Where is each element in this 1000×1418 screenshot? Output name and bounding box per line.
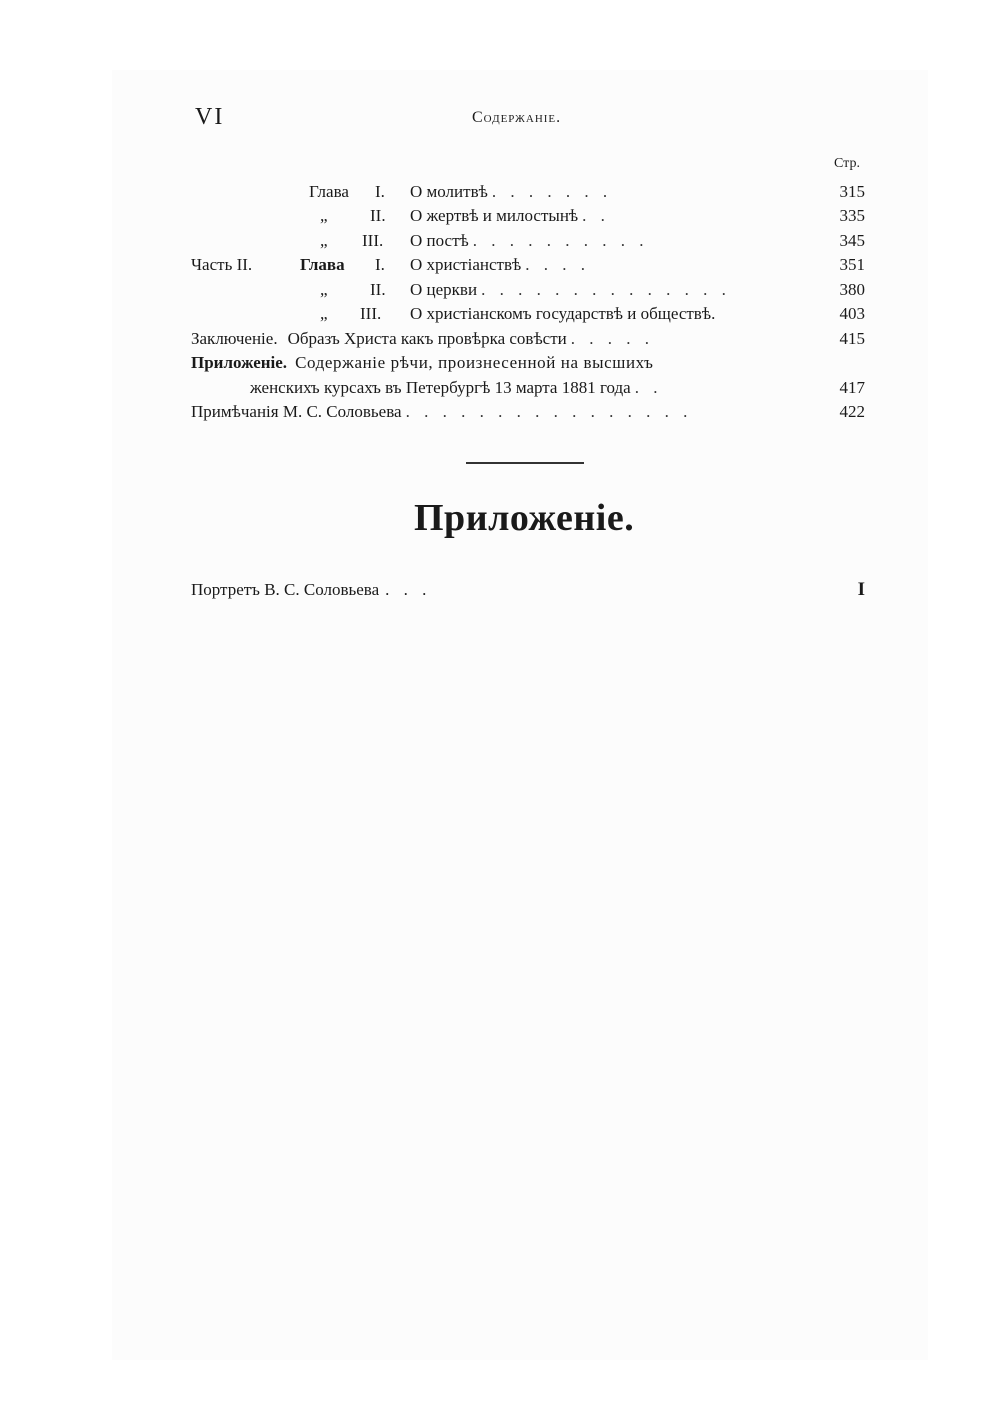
toc-notes-page: 422 [839, 402, 865, 421]
toc-appendix-entry[interactable] [191, 351, 865, 375]
toc-entry-title: О христіанскомъ государствѣ и обществѣ. [410, 304, 716, 323]
toc-entry[interactable] [410, 302, 865, 326]
toc-entry-page: 380 [839, 280, 865, 299]
toc-entry-leader: . . . . . . . . . . . . . . [481, 280, 731, 299]
section-divider [466, 462, 584, 464]
toc-entry[interactable] [410, 204, 865, 228]
toc-notes-entry[interactable] [191, 400, 865, 424]
toc-entry-leader: . . . . . . . . . . [472, 231, 649, 250]
toc-conclusion-page: 415 [839, 329, 865, 348]
toc-chapter-word: „ [320, 280, 328, 299]
toc-chapter-numeral: III. [360, 304, 382, 323]
toc-entry[interactable] [410, 180, 865, 204]
supplement-heading: Приложеніе. [414, 497, 635, 539]
toc-notes-leader: . . . . . . . . . . . . . . . . [405, 402, 693, 421]
toc-entry-title: О постѣ [410, 231, 469, 250]
toc-appendix-line2: женскихъ курсахъ въ Петербургѣ 13 марта 1881 года [250, 378, 631, 397]
toc-notes-title: Примѣчанія М. С. Соловьева [191, 402, 402, 421]
toc-entry-page: 315 [839, 182, 865, 201]
toc-chapter-word: „ [320, 231, 328, 250]
running-title: Содержаніе. [472, 109, 562, 126]
toc-entry-page: 345 [839, 231, 865, 250]
toc-chapter-numeral: II. [370, 206, 386, 225]
toc-entry-page: 335 [839, 206, 865, 225]
toc-conclusion-leader: . . . . . [570, 329, 654, 348]
toc-entry[interactable] [410, 278, 865, 302]
page-column-label: Стр. [834, 156, 860, 171]
toc-entry-title: О жертвѣ и милостынѣ [410, 206, 579, 225]
toc-chapter-numeral: II. [370, 280, 386, 299]
supplement-item-title: Портретъ В. С. Соловьева [191, 580, 380, 599]
toc-entry-leader: . . . . . . . [491, 182, 613, 201]
supplement-item-leader: . . . [385, 580, 432, 599]
toc-part-label: Часть II. [191, 255, 253, 274]
toc-chapter-word: Глава [300, 255, 345, 274]
toc-appendix-line1: Содержаніе рѣчи, произнесенной на высшихъ [295, 353, 654, 372]
toc-entry-title: О христіанствѣ [410, 255, 522, 274]
toc-conclusion-label: Заключеніе. [191, 329, 278, 348]
toc-appendix-entry-continued[interactable] [250, 376, 865, 400]
supplement-item[interactable] [191, 578, 865, 602]
toc-entry-leader: . . [582, 206, 610, 225]
toc-entry-leader: . . . . [525, 255, 590, 274]
page-number: VI [195, 104, 225, 130]
toc-entry-title: О молитвѣ [410, 182, 488, 201]
toc-chapter-word: Глава [309, 182, 349, 201]
toc-entry-page: 403 [839, 304, 865, 323]
toc-chapter-numeral: I. [375, 255, 385, 274]
supplement-item-page: I [857, 579, 865, 600]
toc-chapter-word: „ [320, 206, 328, 225]
toc-entry[interactable] [410, 229, 865, 253]
toc-entry-page: 351 [839, 255, 865, 274]
toc-conclusion-entry[interactable] [191, 327, 865, 351]
toc-chapter-numeral: III. [362, 231, 384, 250]
toc-conclusion-title: Образъ Христа какъ провѣрка совѣсти [287, 329, 567, 348]
toc-entry[interactable] [410, 253, 865, 277]
toc-appendix-leader: . . [634, 378, 663, 397]
toc-appendix-page: 417 [839, 378, 865, 397]
toc-chapter-word: „ [320, 304, 328, 323]
toc-chapter-numeral: I. [375, 182, 385, 201]
toc-entry-title: О церкви [410, 280, 478, 299]
toc-appendix-label: Приложеніе. [191, 353, 288, 372]
